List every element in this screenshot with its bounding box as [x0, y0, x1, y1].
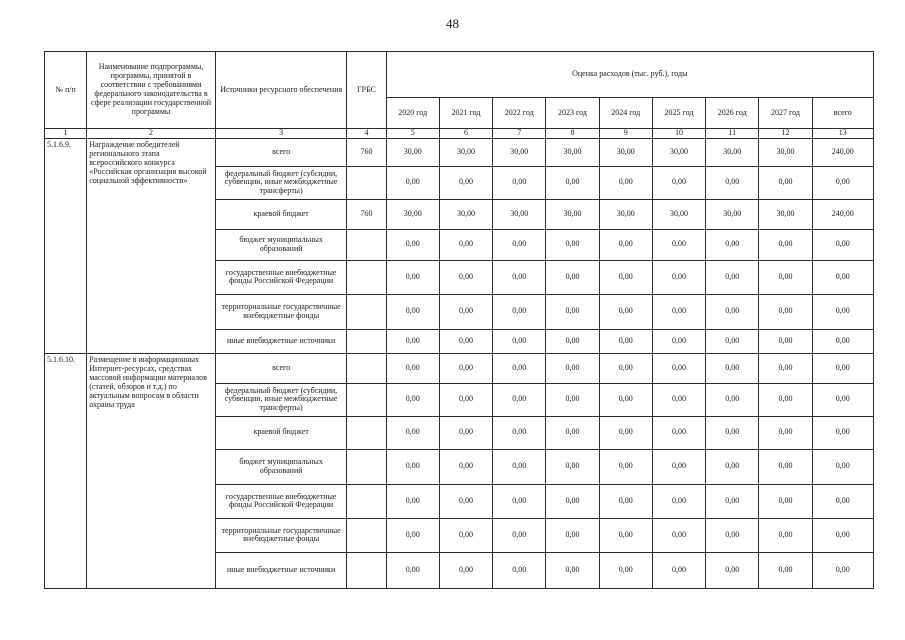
year-value: 0,00 — [759, 518, 812, 552]
column-number: 6 — [439, 129, 492, 139]
year-value: 0,00 — [546, 353, 599, 383]
year-value: 0,00 — [652, 260, 705, 294]
year-value: 30,00 — [706, 138, 759, 166]
year-value: 0,00 — [493, 383, 546, 416]
section-name: Награждение победителей регионального этапа всероссийского конкурса «Российская организация высокой социальной эффективности» — [87, 138, 216, 353]
year-value: 0,00 — [439, 260, 492, 294]
year-value: 0,00 — [706, 416, 759, 449]
column-number: 9 — [599, 129, 652, 139]
year-value: 0,00 — [493, 484, 546, 518]
header-name: Наименование подпрограммы, программы, принятой в соответствии с требованиями федерального законодательства в сфере реализации государственной программы — [87, 52, 216, 129]
year-value: 0,00 — [599, 416, 652, 449]
year-value: 0,00 — [599, 518, 652, 552]
year-value: 0,00 — [599, 353, 652, 383]
column-number: 7 — [493, 129, 546, 139]
header-year-total: всего — [812, 98, 873, 129]
year-value: 0,00 — [706, 353, 759, 383]
header-year: 2026 год — [706, 98, 759, 129]
year-value: 0,00 — [599, 383, 652, 416]
year-value: 0,00 — [386, 329, 439, 353]
year-value: 0,00 — [759, 353, 812, 383]
section-code: 5.1.6.10. — [45, 353, 87, 588]
grbs-code — [347, 353, 386, 383]
section-name: Размещение в информационных Интернет-ресурсах, средствах массовой информации материалов (статей, обзоров и т.д.) по актуальным вопросам в области охраны труда — [87, 353, 216, 588]
year-value: 30,00 — [759, 199, 812, 229]
year-value: 0,00 — [546, 329, 599, 353]
grbs-code: 760 — [347, 199, 386, 229]
year-value: 0,00 — [546, 416, 599, 449]
page-number: 48 — [446, 16, 459, 31]
grbs-code — [347, 484, 386, 518]
year-value: 0,00 — [599, 552, 652, 588]
year-value: 0,00 — [493, 166, 546, 199]
year-value: 0,00 — [759, 416, 812, 449]
year-value: 0,00 — [439, 552, 492, 588]
total-value: 0,00 — [812, 484, 873, 518]
year-value: 0,00 — [599, 260, 652, 294]
year-value: 0,00 — [599, 166, 652, 199]
grbs-code — [347, 518, 386, 552]
year-value: 0,00 — [759, 229, 812, 260]
year-value: 0,00 — [706, 552, 759, 588]
year-value: 0,00 — [493, 518, 546, 552]
total-value: 240,00 — [812, 199, 873, 229]
header-estimate: Оценка расходов (тыс. руб.), годы — [386, 52, 873, 98]
grbs-code — [347, 229, 386, 260]
year-value: 30,00 — [493, 138, 546, 166]
year-value: 0,00 — [493, 353, 546, 383]
year-value: 0,00 — [652, 552, 705, 588]
year-value: 0,00 — [439, 166, 492, 199]
year-value: 0,00 — [386, 353, 439, 383]
year-value: 0,00 — [439, 353, 492, 383]
year-value: 0,00 — [706, 449, 759, 484]
header-year: 2024 год — [599, 98, 652, 129]
year-value: 0,00 — [439, 449, 492, 484]
year-value: 0,00 — [706, 229, 759, 260]
year-value: 0,00 — [386, 229, 439, 260]
header-year: 2022 год — [493, 98, 546, 129]
funding-source: бюджет муниципальных образований — [215, 229, 347, 260]
column-number: 8 — [546, 129, 599, 139]
year-value: 0,00 — [546, 484, 599, 518]
total-value: 0,00 — [812, 260, 873, 294]
year-value: 0,00 — [546, 449, 599, 484]
year-value: 0,00 — [386, 552, 439, 588]
year-value: 0,00 — [493, 416, 546, 449]
year-value: 0,00 — [706, 383, 759, 416]
year-value: 0,00 — [439, 416, 492, 449]
funding-source: иные внебюджетные источники — [215, 552, 347, 588]
table-body — [45, 138, 874, 588]
total-value: 0,00 — [812, 329, 873, 353]
year-value: 0,00 — [759, 484, 812, 518]
funding-source: бюджет муниципальных образований — [215, 449, 347, 484]
header-grbs: ГРБС — [347, 52, 386, 129]
header-year: 2025 год — [652, 98, 705, 129]
year-value: 0,00 — [599, 329, 652, 353]
year-value: 0,00 — [493, 552, 546, 588]
column-number: 4 — [347, 129, 386, 139]
column-number: 2 — [87, 129, 216, 139]
year-value: 0,00 — [493, 329, 546, 353]
year-value: 0,00 — [493, 260, 546, 294]
year-value: 30,00 — [546, 138, 599, 166]
grbs-code — [347, 449, 386, 484]
column-number: 3 — [215, 129, 347, 139]
total-value: 0,00 — [812, 416, 873, 449]
funding-source: территориальные государственные внебюджетные фонды — [215, 294, 347, 329]
column-number: 12 — [759, 129, 812, 139]
funding-source: краевой бюджет — [215, 416, 347, 449]
year-value: 0,00 — [546, 260, 599, 294]
year-value: 0,00 — [546, 518, 599, 552]
funding-source: всего — [215, 353, 347, 383]
year-value: 30,00 — [599, 138, 652, 166]
year-value: 0,00 — [439, 484, 492, 518]
year-value: 0,00 — [493, 229, 546, 260]
year-value: 0,00 — [652, 166, 705, 199]
year-value: 0,00 — [493, 294, 546, 329]
total-value: 0,00 — [812, 353, 873, 383]
total-value: 0,00 — [812, 518, 873, 552]
grbs-code — [347, 329, 386, 353]
year-value: 0,00 — [706, 260, 759, 294]
budget-table — [44, 51, 874, 589]
year-value: 30,00 — [439, 199, 492, 229]
year-value: 0,00 — [386, 260, 439, 294]
year-value: 0,00 — [386, 294, 439, 329]
year-value: 0,00 — [546, 166, 599, 199]
year-value: 0,00 — [759, 552, 812, 588]
total-value: 0,00 — [812, 383, 873, 416]
year-value: 0,00 — [439, 329, 492, 353]
year-value: 0,00 — [759, 383, 812, 416]
year-value: 30,00 — [599, 199, 652, 229]
total-value: 0,00 — [812, 166, 873, 199]
funding-source: территориальные государственные внебюджетные фонды — [215, 518, 347, 552]
funding-source: краевой бюджет — [215, 199, 347, 229]
header-year: 2023 год — [546, 98, 599, 129]
year-value: 30,00 — [759, 138, 812, 166]
grbs-code — [347, 166, 386, 199]
year-value: 0,00 — [652, 329, 705, 353]
header-sources: Источники ресурсного обеспечения — [215, 52, 347, 129]
column-number: 10 — [652, 129, 705, 139]
funding-source: государственные внебюджетные фонды Российской Федерации — [215, 260, 347, 294]
year-value: 0,00 — [439, 229, 492, 260]
grbs-code — [347, 416, 386, 449]
year-value: 0,00 — [706, 329, 759, 353]
year-value: 0,00 — [706, 484, 759, 518]
year-value: 0,00 — [759, 260, 812, 294]
year-value: 0,00 — [599, 294, 652, 329]
year-value: 0,00 — [759, 294, 812, 329]
year-value: 0,00 — [386, 449, 439, 484]
table-row — [45, 138, 874, 166]
total-value: 0,00 — [812, 552, 873, 588]
year-value: 0,00 — [439, 294, 492, 329]
year-value: 0,00 — [652, 449, 705, 484]
year-value: 30,00 — [493, 199, 546, 229]
total-value: 0,00 — [812, 449, 873, 484]
year-value: 0,00 — [439, 518, 492, 552]
total-value: 0,00 — [812, 294, 873, 329]
column-number: 11 — [706, 129, 759, 139]
year-value: 0,00 — [599, 484, 652, 518]
year-value: 0,00 — [546, 294, 599, 329]
year-value: 30,00 — [386, 138, 439, 166]
table-row — [45, 353, 874, 383]
year-value: 30,00 — [652, 199, 705, 229]
grbs-code — [347, 294, 386, 329]
year-value: 0,00 — [759, 166, 812, 199]
year-value: 0,00 — [652, 416, 705, 449]
year-value: 0,00 — [652, 229, 705, 260]
year-value: 0,00 — [652, 518, 705, 552]
year-value: 0,00 — [652, 383, 705, 416]
column-number: 13 — [812, 129, 873, 139]
year-value: 0,00 — [706, 166, 759, 199]
header-year: 2020 год — [386, 98, 439, 129]
grbs-code — [347, 383, 386, 416]
year-value: 30,00 — [439, 138, 492, 166]
funding-source: государственные внебюджетные фонды Российской Федерации — [215, 484, 347, 518]
year-value: 0,00 — [386, 416, 439, 449]
header-num: № п/п — [45, 52, 87, 129]
year-value: 0,00 — [546, 552, 599, 588]
year-value: 0,00 — [706, 294, 759, 329]
year-value: 30,00 — [706, 199, 759, 229]
year-value: 0,00 — [546, 383, 599, 416]
year-value: 0,00 — [599, 229, 652, 260]
year-value: 0,00 — [652, 353, 705, 383]
funding-source: федеральный бюджет (субсидии, субвенции, иные межбюджетные трансферты) — [215, 166, 347, 199]
year-value: 0,00 — [386, 166, 439, 199]
funding-source: федеральный бюджет (субсидии, субвенции, иные межбюджетные трансферты) — [215, 383, 347, 416]
year-value: 0,00 — [599, 449, 652, 484]
funding-source: всего — [215, 138, 347, 166]
grbs-code — [347, 260, 386, 294]
year-value: 30,00 — [386, 199, 439, 229]
year-value: 0,00 — [386, 484, 439, 518]
total-value: 0,00 — [812, 229, 873, 260]
year-value: 0,00 — [386, 383, 439, 416]
year-value: 0,00 — [439, 383, 492, 416]
header-year: 2021 год — [439, 98, 492, 129]
grbs-code: 760 — [347, 138, 386, 166]
header-year: 2027 год — [759, 98, 812, 129]
year-value: 0,00 — [546, 229, 599, 260]
column-number: 5 — [386, 129, 439, 139]
funding-source: иные внебюджетные источники — [215, 329, 347, 353]
column-number: 1 — [45, 129, 87, 139]
year-value: 30,00 — [652, 138, 705, 166]
year-value: 0,00 — [386, 518, 439, 552]
year-value: 30,00 — [546, 199, 599, 229]
total-value: 240,00 — [812, 138, 873, 166]
year-value: 0,00 — [759, 329, 812, 353]
grbs-code — [347, 552, 386, 588]
year-value: 0,00 — [706, 518, 759, 552]
year-value: 0,00 — [493, 449, 546, 484]
year-value: 0,00 — [652, 294, 705, 329]
section-code: 5.1.6.9. — [45, 138, 87, 353]
year-value: 0,00 — [759, 449, 812, 484]
year-value: 0,00 — [652, 484, 705, 518]
